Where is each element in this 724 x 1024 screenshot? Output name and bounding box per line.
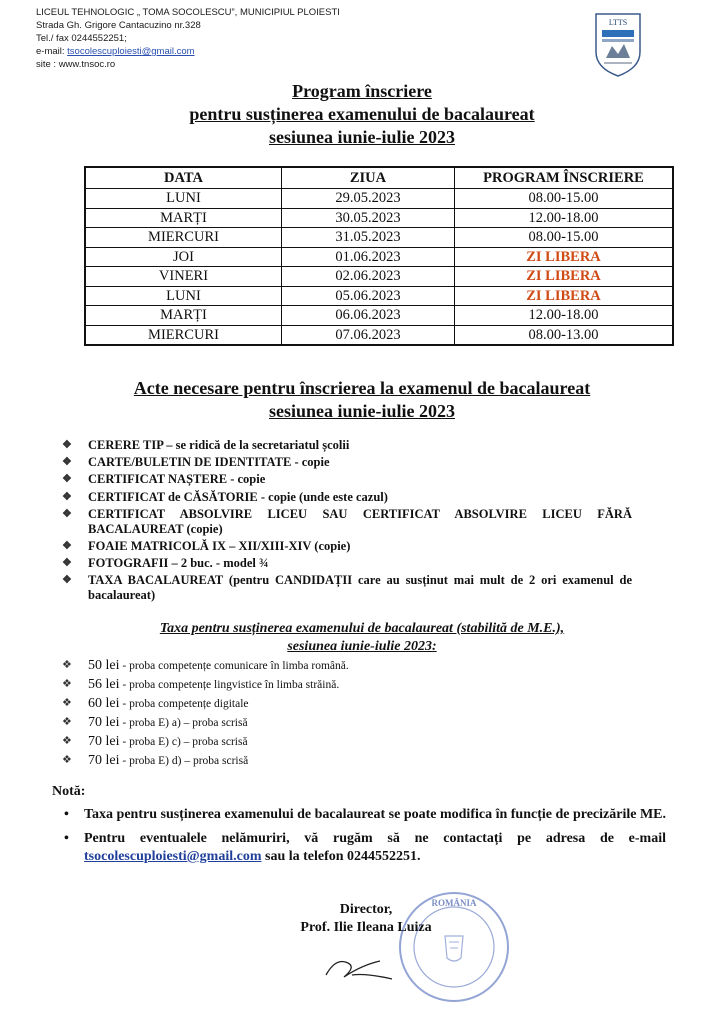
list-item: ❖ CERTIFICAT NAȘTERE - copie [62,472,266,487]
diamond-bullet-icon: ❖ [62,697,72,709]
diamond-bullet-icon: ❖ [62,557,72,570]
cell-day: MIERCURI [85,228,282,248]
col-header-data: DATA [85,167,282,189]
diamond-bullet-icon: ❖ [62,473,72,486]
diamond-bullet-icon: ❖ [62,678,72,690]
cell-day: MIERCURI [85,325,282,345]
fee-amount: 70 lei [88,715,120,730]
diamond-bullet-icon: ❖ [62,490,72,503]
fees-list [62,658,349,772]
bullet-dot-icon: • [64,807,69,822]
note-text: Taxa pentru susținerea examenului de bacalaureat se poate modifica în funcție de precizările ME. [84,807,667,822]
cell-day: MARȚI [85,208,282,228]
contact-email-link[interactable]: tsocolescuploiesti@gmail.com [84,849,262,864]
cell-date: 01.06.2023 [282,247,455,267]
list-item: ❖ FOTOGRAFII – 2 buc. - model ¾ [62,556,269,571]
handwritten-signature [322,945,402,985]
list-item [60,830,666,866]
bullet-dot-icon: • [64,831,69,846]
cell-program: 12.00-18.00 [455,208,674,228]
list-item: ❖ TAXA BACALAUREAT (pentru CANDIDAȚII care au susținut mai mult de 2 ori examenul de bacalaureat) [62,573,632,603]
list-item: ❖ CERERE TIP – se ridică de la secretariatul școlii [62,438,350,452]
fee-amount: 70 lei [88,734,120,749]
cell-program: 12.00-18.00 [455,306,674,326]
email-label: e-mail: [36,46,68,57]
diamond-bullet-icon: ❖ [62,539,72,552]
list-item: ❖ CERTIFICAT ABSOLVIRE LICEU SAU CERTIFICAT ABSOLVIRE LICEU FĂRĂ BACALAUREAT (copie) [62,506,632,536]
table-row [85,208,673,228]
cell-program: 08.00-15.00 [455,228,674,248]
cell-program-free-day: ZI LIBERA [455,286,674,306]
required-documents-list [62,438,632,606]
school-logo [592,8,644,78]
table-row [85,306,673,326]
diamond-bullet-icon: ❖ [62,735,72,747]
school-email-link[interactable]: tsocolescuploiesti@gmail.com [67,46,195,57]
schedule-table [84,166,674,346]
diamond-bullet-icon: ❖ [62,574,72,587]
fee-amount: 56 lei [88,677,120,692]
diamond-bullet-icon: ❖ [62,659,72,671]
school-address: Strada Gh. Grigore Cantacuzino nr.328 [36,20,201,31]
cell-program-free-day: ZI LIBERA [455,267,674,287]
school-site: site : www.tnsoc.ro [36,59,116,70]
diamond-bullet-icon: ❖ [62,439,72,451]
svg-text:LTTS: LTTS [608,18,628,27]
fee-description: - proba competențe digitale [119,698,249,710]
director-title: Director, [339,902,393,917]
cell-day: LUNI [85,189,282,209]
tax-title-line-1: Taxa pentru susținerea examenului de bacalaureat (stabilită de M.E.), [159,621,565,636]
cell-program-free-day: ZI LIBERA [455,247,674,267]
table-row [85,286,673,306]
director-name: Prof. Ilie Ileana Luiza [300,920,432,935]
table-row [85,189,673,209]
title-line-2: pentru susținerea examenului de bacalaureat [189,104,535,124]
table-row [85,247,673,267]
diamond-bullet-icon: ❖ [62,716,72,728]
fee-amount: 70 lei [88,753,120,768]
diamond-bullet-icon: ❖ [62,507,72,520]
cell-day: MARȚI [85,306,282,326]
school-header [36,6,340,71]
school-phone: Tel./ fax 0244552251; [36,33,127,44]
cell-program: 08.00-15.00 [455,189,674,209]
note-text-suffix: sau la telefon 0244552251. [261,849,421,864]
cell-date: 06.06.2023 [282,306,455,326]
fee-amount: 50 lei [88,658,120,673]
svg-text:ROMÂNIA: ROMÂNIA [431,898,477,908]
docs-title-line-1: Acte necesare pentru înscrierea la examenul de bacalaureat [133,378,591,398]
col-header-ziua: ZIUA [282,167,455,189]
list-item [62,715,349,731]
fee-description: - proba E) d) – proba scrisă [119,755,249,767]
diamond-bullet-icon: ❖ [62,456,72,469]
list-item [62,658,349,674]
list-item [62,696,349,712]
table-row [85,325,673,345]
school-email-line [36,45,340,58]
notes-list [60,806,666,872]
cell-date: 29.05.2023 [282,189,455,209]
diamond-bullet-icon: ❖ [62,754,72,766]
fee-description: - proba E) a) – proba scrisă [119,717,248,729]
fee-amount: 60 lei [88,696,120,711]
cell-date: 02.06.2023 [282,267,455,287]
cell-date: 05.06.2023 [282,286,455,306]
list-item [62,734,349,750]
list-item: ❖ FOAIE MATRICOLĂ IX – XII/XIII-XIV (copie) [62,538,351,553]
tax-title-line-2: sesiunea iunie-iulie 2023: [287,639,437,654]
list-item [62,753,349,769]
list-item: ❖ CERTIFICAT de CĂSĂTORIE - copie (unde este cazul) [62,489,388,504]
title-line-1: Program înscriere [292,81,432,101]
fee-description: - proba competențe comunicare în limba română. [119,660,349,672]
cell-date: 30.05.2023 [282,208,455,228]
fee-description: - proba competențe lingvistice în limba străină. [119,679,340,691]
list-item: ❖ CARTE/BULETIN DE IDENTITATE - copie [62,455,330,470]
table-row [85,267,673,287]
cell-program: 08.00-13.00 [455,325,674,345]
note-label: Notă: [52,784,86,799]
cell-day: JOI [85,247,282,267]
cell-day: LUNI [85,286,282,306]
title-line-3: sesiunea iunie-iulie 2023 [268,127,456,147]
table-header-row [85,167,673,189]
cell-date: 31.05.2023 [282,228,455,248]
note-text-prefix: Pentru eventualele nelămuriri, vă rugăm să ne contactați pe adresa de e-mail [84,831,666,846]
school-name: LICEUL TEHNOLOGIC „ TOMA SOCOLESCU”, MUNICIPIUL PLOIESTI [36,7,340,18]
list-item [62,677,349,693]
cell-day: VINERI [85,267,282,287]
fee-description: - proba E) c) – proba scrisă [119,736,248,748]
docs-title-line-2: sesiunea iunie-iulie 2023 [268,401,456,421]
list-item [60,806,666,824]
col-header-program: PROGRAM ÎNSCRIERE [455,167,674,189]
table-row [85,228,673,248]
cell-date: 07.06.2023 [282,325,455,345]
